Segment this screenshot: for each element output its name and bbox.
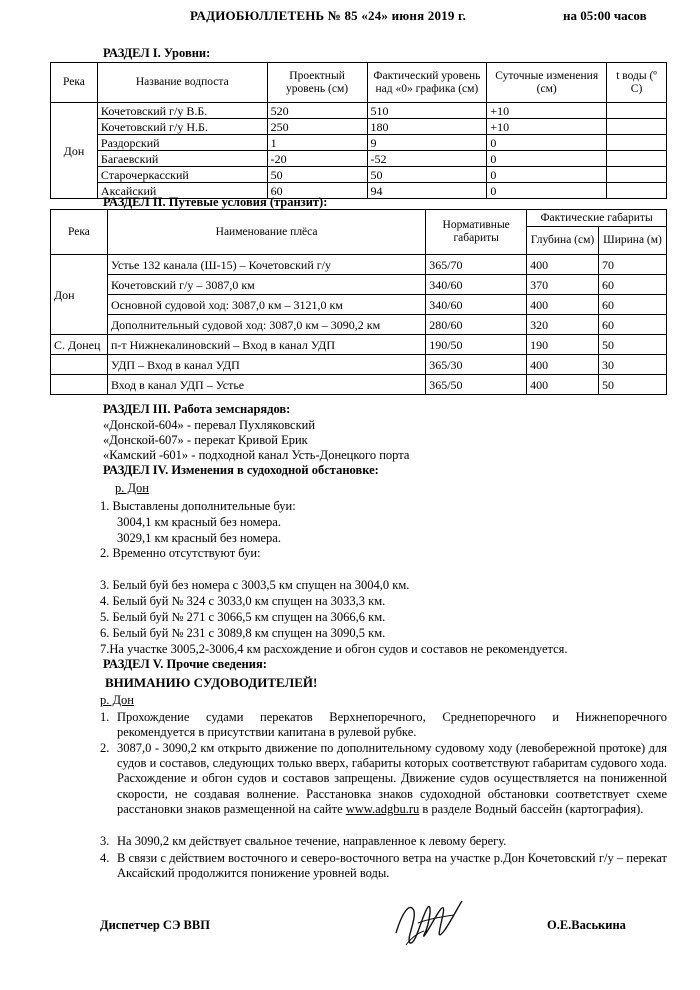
section4-river: р. Дон xyxy=(115,481,149,495)
levels-col-temp: t воды (º С) xyxy=(607,63,667,103)
levels-col-station: Название водпоста xyxy=(97,63,267,103)
levels-cell: 0 xyxy=(487,167,607,183)
levels-cell xyxy=(607,103,667,119)
transit-river-cell: Дон xyxy=(51,255,108,335)
transit-cell: 340/60 xyxy=(426,275,527,295)
levels-cell: Кочетовский г/у В.Б. xyxy=(97,103,267,119)
dredger-line: «Камский -601» - подходной канал Усть-Донецкого порта xyxy=(103,448,410,462)
attention-heading: ВНИМАНИЮ СУДОВОДИТЕЛЕЙ! xyxy=(105,675,318,690)
table-row xyxy=(51,151,667,167)
list-item: 6. Белый буй № 231 с 3089,8 км спущен на 3090,5 км. xyxy=(100,626,386,640)
section5-river: р. Дон xyxy=(100,693,134,707)
levels-table xyxy=(50,62,667,199)
transit-cell: 60 xyxy=(599,295,667,315)
section5-title: РАЗДЕЛ V. Прочие сведения: xyxy=(103,657,267,671)
table-row xyxy=(51,135,667,151)
levels-cell: 520 xyxy=(267,103,367,119)
signature-icon xyxy=(388,893,468,953)
table-row xyxy=(51,167,667,183)
levels-cell: 50 xyxy=(267,167,367,183)
table-row xyxy=(51,295,667,315)
levels-cell: +10 xyxy=(487,119,607,135)
table-row xyxy=(51,315,667,335)
list-item: 4. Белый буй № 324 с 3033,0 км спущен на 3033,3 км. xyxy=(100,594,386,608)
levels-cell: Багаевский xyxy=(97,151,267,167)
transit-cell: 400 xyxy=(527,355,599,375)
levels-cell: 250 xyxy=(267,119,367,135)
list-item: 1. Выставлены дополнительные буи: xyxy=(100,499,296,513)
levels-cell xyxy=(607,119,667,135)
transit-cell: 365/50 xyxy=(426,375,527,395)
dispatcher-label: Диспетчер СЭ ВВП xyxy=(100,918,210,932)
bulletin-header xyxy=(0,8,700,28)
transit-cell: 365/70 xyxy=(426,255,527,275)
item2-text-b: в разделе Водный бассейн (картография). xyxy=(419,801,644,816)
section2-title: РАЗДЕЛ II. Путевые условия (транзит): xyxy=(103,195,328,209)
transit-cell: 400 xyxy=(527,375,599,395)
transit-cell: 370 xyxy=(527,275,599,295)
levels-cell: +10 xyxy=(487,103,607,119)
transit-river-cell: С. Донец xyxy=(51,335,108,355)
transit-cell: 400 xyxy=(527,295,599,315)
levels-cell: 0 xyxy=(487,135,607,151)
levels-cell: 510 xyxy=(367,103,487,119)
transit-cell: 190/50 xyxy=(426,335,527,355)
transit-cell: 50 xyxy=(599,375,667,395)
transit-cell: 50 xyxy=(599,335,667,355)
levels-cell: 50 xyxy=(367,167,487,183)
item-number: 2. xyxy=(100,741,110,755)
section4-title: РАЗДЕЛ IV. Изменения в судоходной обстановке: xyxy=(103,463,379,477)
transit-cell: 70 xyxy=(599,255,667,275)
bulletin-time: на 05:00 часов xyxy=(563,8,647,23)
levels-header-row xyxy=(51,63,667,103)
list-item: 3004,1 км красный без номера. xyxy=(117,515,281,529)
levels-cell: Старочеркасский xyxy=(97,167,267,183)
levels-cell xyxy=(607,183,667,199)
dredger-line: «Донской-604» - перевал Пухляковский xyxy=(103,418,316,432)
item-number: 4. xyxy=(100,851,110,865)
transit-cell: Основной судовой ход: 3087,0 км – 3121,0 км xyxy=(107,295,425,315)
transit-col-normative: Нормативные габариты xyxy=(426,210,527,255)
dredger-line: «Донской-607» - перекат Кривой Ерик xyxy=(103,433,308,447)
levels-cell: 60 xyxy=(267,183,367,199)
transit-cell: 60 xyxy=(599,315,667,335)
transit-cell: Дополнительный судовой ход: 3087,0 км – 3090,2 км xyxy=(107,315,425,335)
table-row xyxy=(51,103,667,119)
transit-cell: УДП – Вход в канал УДП xyxy=(107,355,425,375)
transit-col-width: Ширина (м) xyxy=(599,227,667,255)
levels-cell: Раздорский xyxy=(97,135,267,151)
transit-empty-cell xyxy=(51,375,108,395)
levels-cell: 180 xyxy=(367,119,487,135)
transit-header-row xyxy=(51,210,667,227)
transit-cell: 340/60 xyxy=(426,295,527,315)
levels-col-design: Проектный уровень (см) xyxy=(267,63,367,103)
levels-cell: 0 xyxy=(487,183,607,199)
section3-title: РАЗДЕЛ III. Работа земснарядов: xyxy=(103,402,291,416)
transit-col-depth: Глубина (см) xyxy=(527,227,599,255)
website-link[interactable]: www.adgbu.ru xyxy=(345,801,420,816)
table-row xyxy=(51,355,667,375)
list-item xyxy=(117,741,667,817)
list-item: 2. Временно отсутствуют буи: xyxy=(100,546,261,560)
levels-cell: 1 xyxy=(267,135,367,151)
levels-cell: 9 xyxy=(367,135,487,151)
transit-cell: Устье 132 канала (Ш-15) – Кочетовский г/у xyxy=(107,255,425,275)
item-number: 3. xyxy=(100,834,110,848)
levels-cell xyxy=(607,135,667,151)
transit-empty-cell xyxy=(51,355,108,375)
transit-table xyxy=(50,209,667,395)
transit-cell: 365/30 xyxy=(426,355,527,375)
levels-col-river: Река xyxy=(51,63,98,103)
item2-text-a: 3087,0 - 3090,2 км открыто движение по дополнительному судовому ходу (левобережной протоке) для судов и составов, следующих только вверх, габариты которых соответствуют габаритам судового хода. Расхождение и обгон судов и составов запрещены. Движение судов осуществляется на пониженной скорости, не создавая волнение. Расстановка знаков судоходной обстановки соответствует схеме расстановки знаков размещенной на сайте xyxy=(117,741,667,816)
list-item: 5. Белый буй № 271 с 3066,5 км спущен на 3066,6 км. xyxy=(100,610,386,624)
transit-col-river: Река xyxy=(51,210,108,255)
transit-cell: 190 xyxy=(527,335,599,355)
transit-col-reach: Наименование плёса xyxy=(107,210,425,255)
list-item: Прохождение судами перекатов Верхнепоречного, Среднепоречного и Нижнепоречного рекомендуется в присутствии капитана в рулевой рубке. xyxy=(117,710,667,740)
levels-cell: Кочетовский г/у Н.Б. xyxy=(97,119,267,135)
transit-cell: Кочетовский г/у – 3087,0 км xyxy=(107,275,425,295)
table-row xyxy=(51,119,667,135)
levels-col-actual: Фактический уровень над «0» графика (см) xyxy=(367,63,487,103)
table-row xyxy=(51,255,667,275)
levels-cell xyxy=(607,151,667,167)
list-item: 3. Белый буй без номера с 3003,5 км спущен на 3004,0 км. xyxy=(100,578,410,592)
levels-cell: 0 xyxy=(487,151,607,167)
levels-river-cell: Дон xyxy=(51,103,98,199)
item-number: 1. xyxy=(100,710,110,724)
transit-cell: 400 xyxy=(527,255,599,275)
list-item: В связи с действием восточного и северо-восточного ветра на участке р.Дон Кочетовский г/у – перекат Аксайский продолжится понижение уровней воды. xyxy=(117,851,667,881)
dispatcher-name: О.Е.Васькина xyxy=(547,918,626,932)
list-item: 3029,1 км красный без номера. xyxy=(117,531,281,545)
levels-cell: 94 xyxy=(367,183,487,199)
transit-cell: п-т Нижнекалиновский – Вход в канал УДП xyxy=(107,335,425,355)
transit-cell: 320 xyxy=(527,315,599,335)
bulletin-title: РАДИОБЮЛЛЕТЕНЬ № 85 «24» июня 2019 г. xyxy=(190,8,467,23)
list-item: На 3090,2 км действует свальное течение, направленное к левому берегу. xyxy=(117,834,507,848)
table-row xyxy=(51,275,667,295)
section1-title: РАЗДЕЛ I. Уровни: xyxy=(103,46,211,60)
table-row xyxy=(51,335,667,355)
list-item: 7.На участке 3005,2-3006,4 км расхождение и обгон судов и составов не рекомендуется. xyxy=(100,642,568,656)
transit-col-actual: Фактические габариты xyxy=(527,210,667,227)
levels-cell: -20 xyxy=(267,151,367,167)
levels-cell xyxy=(607,167,667,183)
transit-cell: Вход в канал УДП – Устье xyxy=(107,375,425,395)
transit-cell: 60 xyxy=(599,275,667,295)
levels-cell: -52 xyxy=(367,151,487,167)
transit-cell: 30 xyxy=(599,355,667,375)
levels-col-change: Суточные изменения (см) xyxy=(487,63,607,103)
transit-cell: 280/60 xyxy=(426,315,527,335)
levels-cell: Аксайский xyxy=(97,183,267,199)
table-row xyxy=(51,375,667,395)
